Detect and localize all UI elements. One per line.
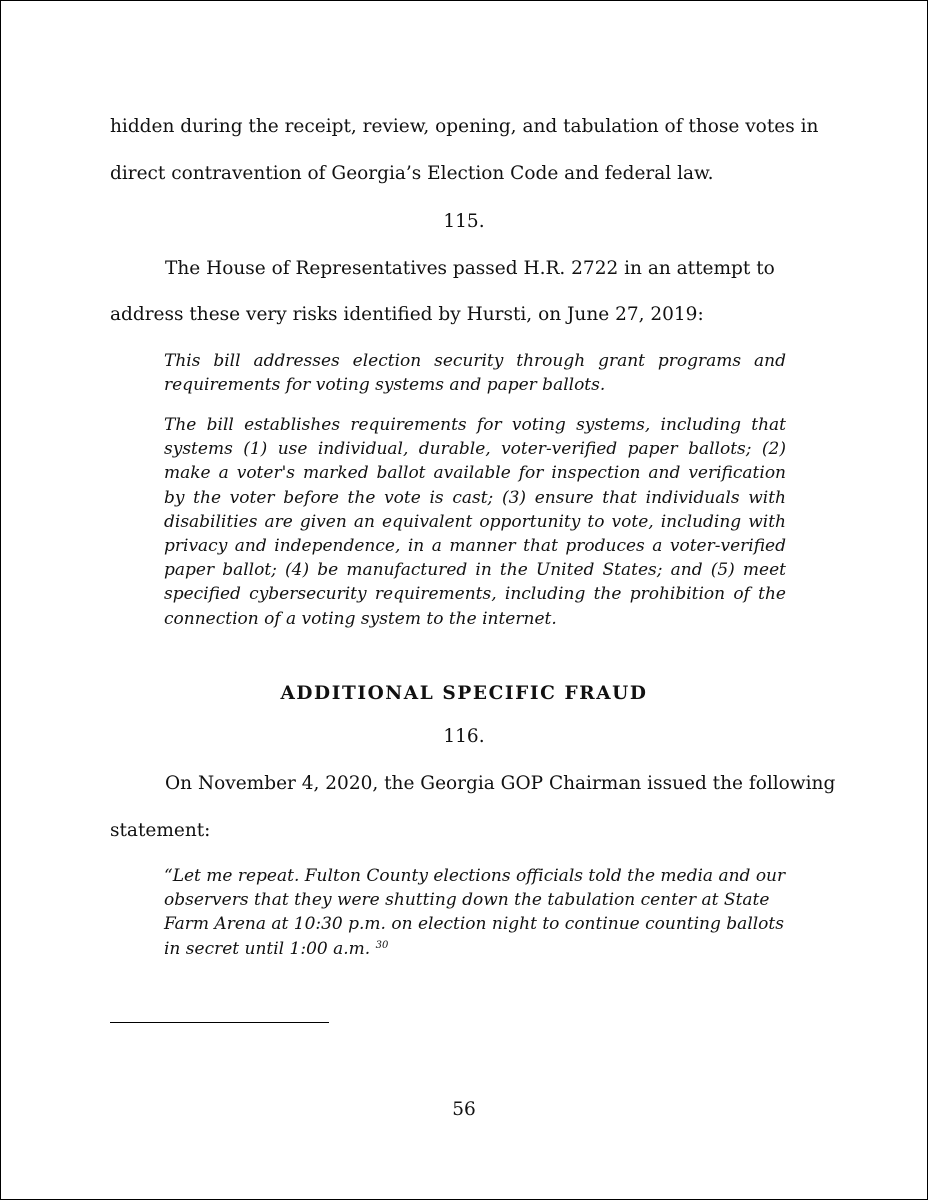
block-quote-2-text: “Let me repeat. Fulton County elections officials told the media and our observers that they were shutting down the tabulation center at State Farm Arena at 10:30 p.m. on election night to continue counting ballots in secret until 1:00 a.m. [164,866,786,959]
body-line-6: statement: [110,820,211,841]
paragraph-number-116: 116. [443,726,485,747]
body-line-4: address these very risks identified by Hursti, on June 27, 2019: [110,304,704,325]
footnote-reference: 30 [375,939,389,951]
section-heading: ADDITIONAL SPECIFIC FRAUD [280,683,648,704]
body-line-3: The House of Representatives passed H.R. 2722 in an attempt to [165,258,775,279]
body-line-1: hidden during the receipt, review, opening, and tabulation of those votes in [110,116,819,137]
page-number: 56 [452,1099,476,1120]
body-line-5: On November 4, 2020, the Georgia GOP Chairman issued the following [165,773,836,794]
footnote-separator [110,1022,329,1023]
paragraph-number-115: 115. [443,211,485,232]
block-quote-1-para-1: This bill addresses election security through grant programs and requirements for voting systems and paper ballots. [164,351,786,396]
block-quote-1-para-2: The bill establishes requirements for voting systems, including that systems (1) use individual, durable, voter-verified paper ballots; (2) make a voter's marked ballot available for inspection and verification by the voter before the vote is cast; (3) ensure that individuals with disabilities are given an equivalent opportunity to vote, including with privacy and independence, in a manner that produces a voter-verified paper ballot; (4) be manufactured in the United States; and (5) meet specified cybersecurity requirements, including the prohibition of the connection of a voting system to the internet. [164,415,786,629]
body-line-2: direct contravention of Georgia’s Election Code and federal law. [110,163,714,184]
block-quote-2 [164,864,786,961]
